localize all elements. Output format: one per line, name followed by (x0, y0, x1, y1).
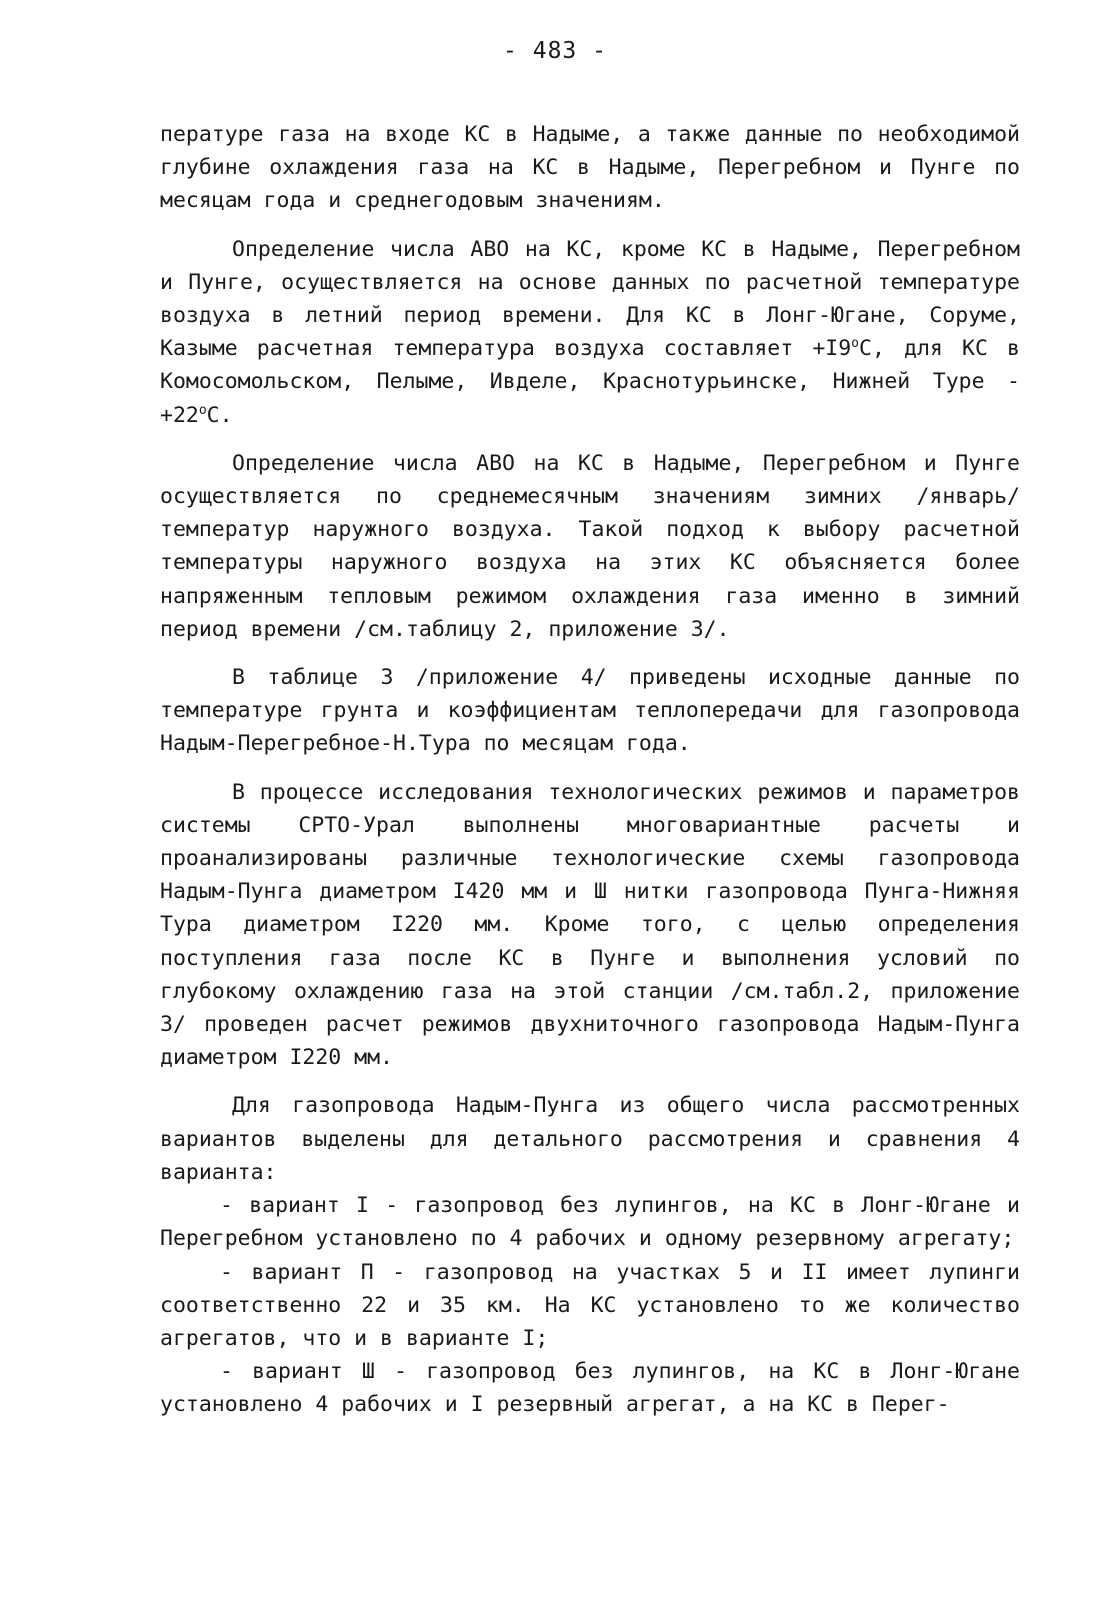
paragraph-table-3: В таблице 3 /приложение 4/ приведены исходные данные по температуре грунта и коэффициентам теплопередачи для газопровода Надым-Перегребное-Н.Тура по месяцам года. (160, 665, 1020, 757)
variant-3: - вариант Ш - газопровод без лупингов, на КС в Лонг-Югане установлено 4 рабочих и I резервный агрегат, а на КС в Перег- (160, 1359, 1020, 1418)
paragraph-calculations: В процессе исследования технологических режимов и параметров системы СРТО-Урал выполнены многовариантные расчеты и проанализированы различные технологические схемы газопровода Надым-Пунга диаметром I420 мм и Ш нитки газопровода Пунга-Нижняя Тура диаметром I220 мм. Кроме того, с целью определения поступления газа после КС в Пунге и выполнения условий по глубокому охлаждению газа на этой станции /см.табл.2, приложение 3/ проведен расчет режимов двухниточного газопровода Надым-Пунга диаметром I220 мм. (160, 779, 1020, 1071)
variant-2: - вариант П - газопровод на участках 5 и II имеет лупинги соответственно 22 и 35 км. На КС установлено то же количество агрегатов, что и в варианте I; (160, 1259, 1020, 1351)
body-text (160, 118, 1020, 1422)
paragraph-avo-summer (160, 233, 1020, 432)
variant-1: - вариант I - газопровод без лупингов, на КС в Лонг-Югане и Перегребном установлено по 4 рабочих и одному резервному агрегату; (160, 1193, 1020, 1252)
paragraph-text: С, для КС в Комосомольском, Пелыме, Ивделе, Краснотурьинске, Нижней Туре - +22 (160, 336, 1020, 428)
paragraph-avo-winter: Определение числа АВО на КС в Надыме, Перегребном и Пунге осуществляется по среднемесячным значениям зимних /январь/ температур наружного воздуха. Такой подход к выбору расчетной температуры наружного воздуха на этих КС объясняется более напряженным тепловым режимом охлаждения газа именно в зимний период времени /см.таблицу 2, приложение 3/. (160, 450, 1020, 642)
degree-superscript: о (198, 402, 207, 418)
degree-superscript: о (851, 336, 859, 352)
paragraph-text: Определение числа АВО на КС, кроме КС в Надыме, Перегребном и Пунге, осуществляется на основе данных по расчетной температуре воздуха в летний период времени. Для КС в Лонг-Югане, Соруме, Казыме расчетная температура воздуха составляет +I9 (160, 236, 1020, 362)
page-number: - 483 - (503, 38, 607, 64)
paragraph-continuation: пературе газа на входе КС в Надыме, а также данные по необходимой глубине охлаждения газа на КС в Надыме, Перегребном и Пунге по месяцам года и среднегодовым значениям. (160, 122, 1020, 214)
paragraph-text: С. (206, 402, 233, 428)
paragraph-variants-intro: Для газопровода Надым-Пунга из общего числа рассмотренных вариантов выделены для детального рассмотрения и сравнения 4 варианта: (160, 1093, 1020, 1185)
